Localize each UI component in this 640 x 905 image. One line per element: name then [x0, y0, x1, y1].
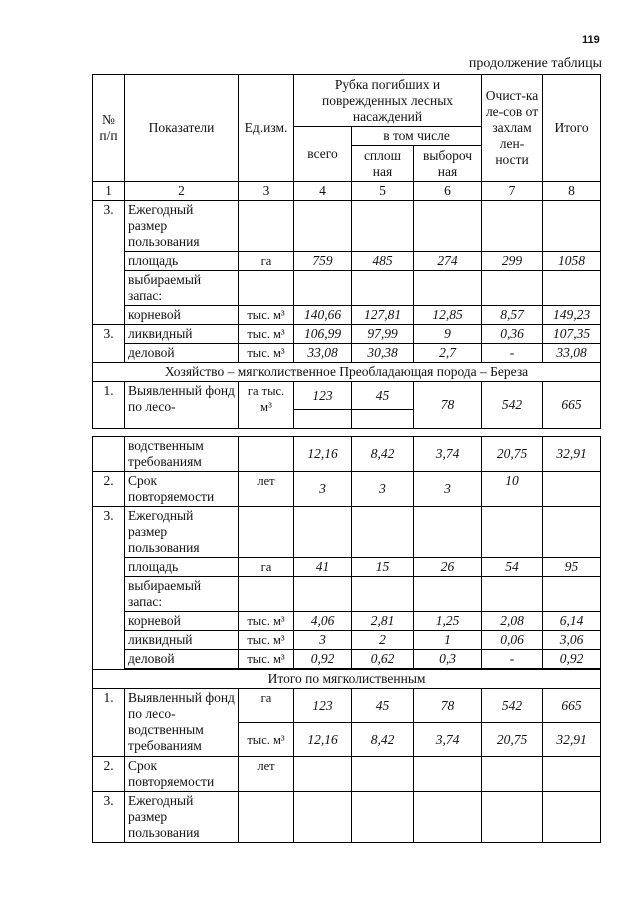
- cell-value: 1: [414, 631, 482, 650]
- table-row: [93, 507, 601, 558]
- cell-value: 8,42: [352, 723, 414, 757]
- cell-value: 127,81: [352, 306, 414, 325]
- table-row: [93, 631, 601, 650]
- cell-value: 9: [414, 325, 482, 344]
- table-row: [93, 325, 601, 344]
- section-title: Итого по мягколиственным: [93, 670, 601, 689]
- row-no: 3.: [93, 507, 125, 670]
- row-unit: га: [239, 558, 294, 577]
- row-no: 3.: [93, 201, 125, 325]
- cell-value: 542: [482, 382, 543, 429]
- cell-value: 107,35: [543, 325, 601, 344]
- table-row: [93, 271, 601, 306]
- table-row: [93, 612, 601, 631]
- cell-value: 32,91: [543, 437, 601, 472]
- table-row: [93, 472, 601, 507]
- cell-value: 2: [352, 631, 414, 650]
- cell-value: 32,91: [543, 723, 601, 757]
- row-no: 2.: [93, 757, 125, 792]
- row-unit: га тыс. м³: [239, 382, 294, 429]
- cell-value: 542: [482, 689, 543, 723]
- row-label: Ежегодный размер пользования: [125, 792, 239, 843]
- cell-value: 149,23: [543, 306, 601, 325]
- col-num: 8: [543, 182, 601, 201]
- row-unit: лет: [239, 757, 294, 792]
- row-unit: лет: [239, 472, 294, 507]
- cell-value: 33,08: [543, 344, 601, 363]
- table-row: [93, 252, 601, 271]
- row-label: выбираемый запас:: [125, 271, 239, 306]
- cell-value: 0,62: [352, 650, 414, 669]
- cell-value: 12,16: [294, 723, 352, 757]
- table-row: [93, 201, 601, 252]
- table-row: [93, 558, 601, 577]
- cell-value: 3: [352, 472, 414, 507]
- row-unit: тыс. м³: [239, 650, 294, 669]
- cell-value: 274: [414, 252, 482, 271]
- cell-value: 3,06: [543, 631, 601, 650]
- cell-value: 33,08: [294, 344, 352, 363]
- table-row: [93, 577, 601, 612]
- cell-value: 95: [543, 558, 601, 577]
- cell-value: 6,14: [543, 612, 601, 631]
- row-label: площадь: [125, 252, 239, 271]
- table-row: [93, 757, 601, 792]
- row-label: водственным требованиям: [125, 437, 239, 472]
- cell-value: 45: [352, 382, 414, 410]
- table-row: [93, 344, 601, 363]
- cell-value: 20,75: [482, 437, 543, 472]
- col-num: 5: [352, 182, 414, 201]
- header-unit: Ед.изм.: [239, 75, 294, 182]
- row-unit: га: [239, 252, 294, 271]
- col-num: 6: [414, 182, 482, 201]
- row-label: площадь: [125, 558, 239, 577]
- table-row: [93, 306, 601, 325]
- row-unit: тыс. м³: [239, 612, 294, 631]
- row-no: 1.: [93, 382, 125, 429]
- row-label: Ежегодный размер пользования: [125, 507, 239, 558]
- row-label: Ежегодный размер пользования: [125, 201, 239, 252]
- cell-value: 1,25: [414, 612, 482, 631]
- row-label: выбираемый запас:: [125, 577, 239, 612]
- column-numbers-row: [93, 182, 601, 201]
- row-label: Срок повторяемости: [125, 472, 239, 507]
- cell-value: 123: [294, 689, 352, 723]
- header-indicators: Показатели: [125, 75, 239, 182]
- header-cleaning: Очист-ка ле-сов от захлам лен-ности: [482, 75, 543, 182]
- table-row: [93, 650, 601, 669]
- cell-value: 123: [294, 382, 352, 410]
- row-label: корневой: [125, 612, 239, 631]
- row-label: ликвидный: [125, 325, 239, 344]
- cell-value: 0,3: [414, 650, 482, 669]
- header-selective-felling: выбороч ная: [414, 146, 482, 182]
- cell-value: 665: [543, 689, 601, 723]
- row-label: Срок повторяемости: [125, 757, 239, 792]
- cell-value: 20,75: [482, 723, 543, 757]
- cell-value: 665: [543, 382, 601, 429]
- page-number: 119: [582, 34, 600, 46]
- row-no: 3.: [93, 792, 125, 843]
- cell-value: 0,06: [482, 631, 543, 650]
- row-label: ликвидный: [125, 631, 239, 650]
- row-unit: тыс. м³: [239, 723, 294, 757]
- cell-value: 97,99: [352, 325, 414, 344]
- header-felling-group: Рубка погибших и поврежденных лесных насаждений: [294, 75, 482, 127]
- cell-value: 2,81: [352, 612, 414, 631]
- felling-table: [92, 74, 601, 843]
- header-total: Итого: [543, 75, 601, 182]
- row-unit: тыс. м³: [239, 325, 294, 344]
- col-num: 2: [125, 182, 239, 201]
- cell-value: 106,99: [294, 325, 352, 344]
- header-including: в том числе: [352, 127, 482, 146]
- cell-value: 3,74: [414, 437, 482, 472]
- table-row: [93, 382, 601, 410]
- cell-value: 8,57: [482, 306, 543, 325]
- cell-value: 3: [294, 472, 352, 507]
- row-unit: тыс. м³: [239, 344, 294, 363]
- cell-value: 41: [294, 558, 352, 577]
- continuation-note: продолжение таблицы: [468, 56, 602, 71]
- cell-value: 759: [294, 252, 352, 271]
- row-label: деловой: [125, 650, 239, 669]
- col-num: 7: [482, 182, 543, 201]
- cell-value: 45: [352, 689, 414, 723]
- row-unit: тыс. м³: [239, 631, 294, 650]
- cell-value: 485: [352, 252, 414, 271]
- cell-value: -: [482, 344, 543, 363]
- row-label: деловой: [125, 344, 239, 363]
- header-felling-total: всего: [294, 127, 352, 182]
- cell-value: 2,7: [414, 344, 482, 363]
- header-clear-felling: сплош ная: [352, 146, 414, 182]
- cell-value: 78: [414, 382, 482, 429]
- cell-value: 4,06: [294, 612, 352, 631]
- cell-value: 8,42: [352, 437, 414, 472]
- cell-value: 1058: [543, 252, 601, 271]
- cell-value: 3: [294, 631, 352, 650]
- cell-value: 0,92: [294, 650, 352, 669]
- cell-value: 3,74: [414, 723, 482, 757]
- cell-value: 3: [414, 472, 482, 507]
- cell-value: 12,85: [414, 306, 482, 325]
- row-label: Выявленный фонд по лесо-водственным требованиям: [125, 689, 239, 757]
- section-title: Хозяйство – мягколиственное Преобладающая порода – Береза: [93, 363, 601, 382]
- cell-value: 12,16: [294, 437, 352, 472]
- cell-value: 0,36: [482, 325, 543, 344]
- cell-value: 10: [482, 472, 543, 507]
- col-num: 1: [93, 182, 125, 201]
- table-row: [93, 437, 601, 472]
- row-label: корневой: [125, 306, 239, 325]
- row-no: 1.: [93, 689, 125, 757]
- row-unit: тыс. м³: [239, 306, 294, 325]
- cell-value: -: [482, 650, 543, 669]
- row-label: Выявленный фонд по лесо-: [125, 382, 239, 429]
- col-num: 4: [294, 182, 352, 201]
- row-unit: га: [239, 689, 294, 723]
- cell-value: 54: [482, 558, 543, 577]
- cell-value: 299: [482, 252, 543, 271]
- cell-value: 2,08: [482, 612, 543, 631]
- cell-value: 30,38: [352, 344, 414, 363]
- table-row: [93, 792, 601, 843]
- cell-value: 78: [414, 689, 482, 723]
- table-row: [93, 689, 601, 723]
- cell-value: 140,66: [294, 306, 352, 325]
- header-no: № п/п: [93, 75, 125, 182]
- cell-value: 26: [414, 558, 482, 577]
- row-no: 3.: [93, 325, 125, 363]
- cell-value: 15: [352, 558, 414, 577]
- col-num: 3: [239, 182, 294, 201]
- row-no: 2.: [93, 472, 125, 507]
- cell-value: 0,92: [543, 650, 601, 669]
